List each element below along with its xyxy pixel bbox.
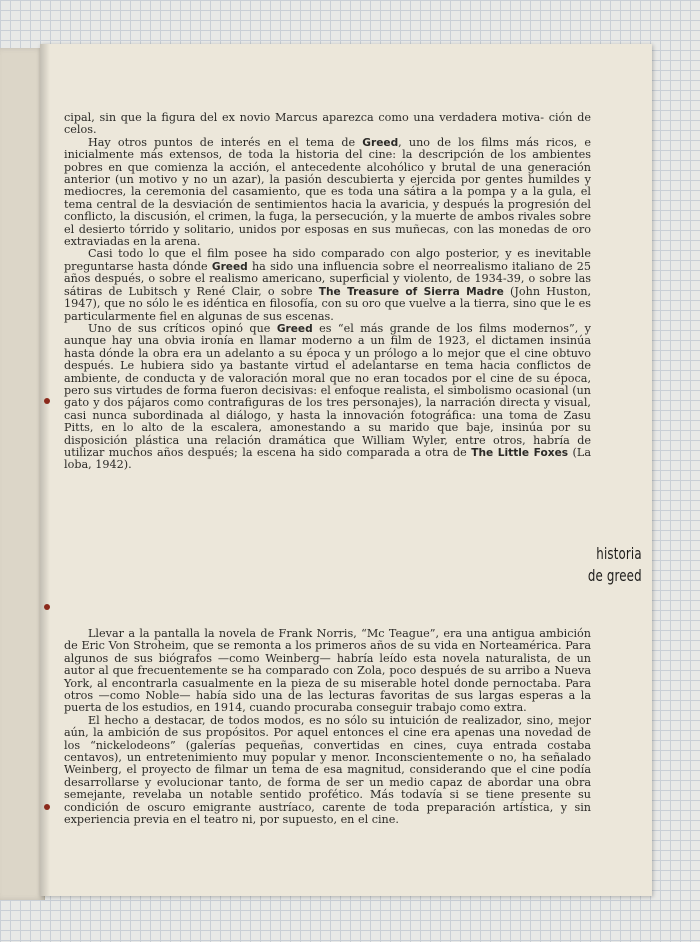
section-heading-line: historia <box>596 544 642 563</box>
paragraph: Llevar a la pantalla la novela de Frank Norris, “Mc Teague”, era una antigua ambición de Eric Von Stroheim, que se remonta a los primeros años de su vida en Norteamérica. Para algunos de sus biógrafos —como Weinberg— habría leído esta novela naturalista, de un autor al que frecuentemente se ha comparado con Zola, poco después de su arribo a Nueva York, al encontrarla casualmente en la pieza de su miserable hotel donde pernoctaba. Para otros —como Noble— había sido una de las lecturas favoritas de sus largas esperas a la puerta de los estudios, en 1914, cuando procuraba conseguir trabajo como extra. <box>64 627 591 715</box>
previous-page-edge <box>0 48 45 900</box>
film-title: Greed <box>276 322 313 335</box>
paragraph: Casi todo lo que el film posee ha sido comparado con algo posterior, y es inevitable preguntarse hasta dónde Greed ha sido una influencia sobre el neorrealismo italiano de 25 años después, o sobre el realismo americano, superficial y violento, de 1934-39, o sobre las sátiras de Lubitsch y René Clair, o sobre The Treasure of Sierra Madre (John Huston, 1947), que no sólo le es idéntica en filosofía, con su oro que vuelve a la tierra, sino que le es particularmente fiel en algunas de sus escenas. <box>64 247 592 323</box>
paragraph: Hay otros puntos de interés en el tema de Greed, uno de los films más ricos, e inicialmente más extensos, de toda la historia del cine: la descripción de los ambientes pobres en que comienza la acción, el antecedente alcohólico y brutal de una generación anterior (un motivo y no un azar), la pasión descubierta y ejercida por gentes humildes y mediocres, la ceremonia del casamiento, que es toda una sátira a la pompa y a la gula, el tema central de la desviación de sentimientos hacia la avaricia, y después la progresión del conflicto, la discusión, el crimen, la fuga, la persecución, y la muerte de ambos rivales sobre el desierto tórrido y solitario, unidos por esposas en sus muñecas, con las monedas de oro extraviadas en la arena. <box>64 135 591 249</box>
gutter-shadow <box>40 44 50 896</box>
section-heading-line: de greed <box>588 566 642 585</box>
paragraph: Uno de sus críticos opinó que Greed es “el más grande de los films modernos”, y aunque hay una obvia ironía en llamar moderno a un film de 1923, el dictamen insinúa hasta dónde la obra era un adelanto a su época y un prólogo a lo mejor que el cine obtuvo después. Le hubiera sido ya bastante virtud el adelantarse en tema hacia conflictos de ambiente, de conducta y de valoración moral que no eran tocados por el cine de su época, pero sus virtudes de forma fueron decisivas: el enfoque realista, el simbolismo ocasional (un gato y dos pájaros como contrafiguras de los tres personajes), la narración directa y visual, casi nunca subordinada al diálogo, y hasta la innovación fotográfica: una toma de Zasu Pitts, en lo alto de la escalera, amonestando a su marido que baje, insinúa por su disposición plástica una relación dramática que William Wyler, entre otros, habría de utilizar muchos años después; la escena ha sido comparada a otra de The Little Foxes (La loba, 1942). <box>64 321 592 472</box>
binding-hole <box>44 604 50 610</box>
film-title: Greed <box>362 136 399 149</box>
body-text-bottom <box>64 628 591 827</box>
film-title: The Little Foxes <box>471 446 569 459</box>
body-text-top <box>64 112 591 472</box>
section-heading <box>588 543 642 587</box>
paragraph: cipal, sin que la figura del ex novio Marcus aparezca como una verdadera motiva- ción de celos. <box>64 111 591 137</box>
film-title: The Treasure of Sierra Madre <box>318 285 504 298</box>
paragraph: El hecho a destacar, de todos modos, es no sólo su intuición de realizador, sino, mejor aún, la ambición de sus propósitos. Por aquel entonces el cine era apenas una novedad de los “nickelodeons” (galerías pequeñas, convertidas en cines, cuya entrada costaba centavos), un entretenimiento muy popular y menor. Inconscientemente o no, ha señalado Weinberg, el proyecto de filmar un tema de esa magnitud, considerando que el cine podía desarrollarse y evolucionar tanto, de forma de ser un medio capaz de abordar una obra semejante, revelaba un notable sentido profético. Más todavía si se tiene presente su condición de oscuro emigrante austríaco, carente de toda preparación artística, y sin experiencia previa en el teatro ni, por supuesto, en el cine. <box>64 713 591 827</box>
binding-hole <box>44 804 50 810</box>
film-title: Greed <box>211 260 248 273</box>
binding-hole <box>44 398 50 404</box>
